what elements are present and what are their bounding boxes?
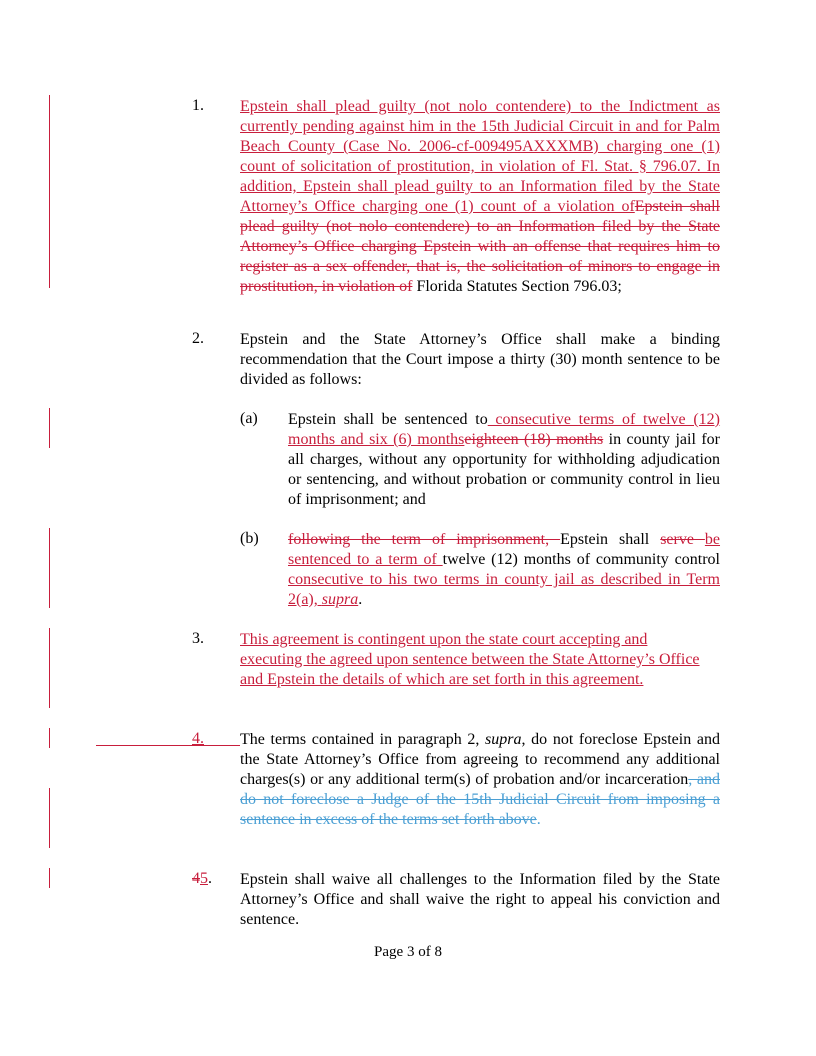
change-bar — [49, 728, 50, 748]
deleted-number: 4 — [192, 870, 200, 887]
plain-text: Epstein shall be sentenced to — [288, 411, 488, 428]
paragraph-number — [192, 870, 232, 888]
paragraph-text: Epstein and the State Attorney’s Office shall make a binding recommendation that the Court impose a thirty (30) month sentence to be divided as follows: — [240, 331, 720, 388]
change-bar — [49, 628, 50, 708]
deleted-text: following the term of imprisonment, — [288, 531, 561, 548]
paragraph-number — [192, 730, 232, 748]
plain-text: Epstein shall — [560, 531, 661, 548]
plain-text: in county jail for all charges, without any opportunity for withholding adjudication or sentencing, and without probation or community control in lieu of imprisonment; and — [288, 431, 720, 508]
inserted-number: 4. — [192, 730, 204, 747]
change-bar — [49, 528, 50, 608]
number-dot: . — [208, 870, 212, 887]
inserted-text: consecutive terms of twelve (12) months and six (6) months — [288, 411, 721, 448]
paragraph-text: Epstein shall waive all challenges to the Information filed by the State Attorney’s Office and shall waive the right to appeal his conviction and sentence. — [240, 871, 720, 928]
moved-deleted-text: , and do not foreclose a Judge of the 15th Judicial Circuit from imposing a sentence in excess of the terms set forth above — [240, 771, 720, 828]
moved-inserted-text: . — [536, 811, 541, 828]
change-bar — [49, 868, 50, 888]
inserted-number: 5 — [200, 870, 208, 887]
plain-text: The terms contained in paragraph 2, — [240, 731, 486, 748]
paragraph-text — [240, 630, 700, 690]
paragraph-number: 1. — [192, 97, 204, 114]
inserted-text: consecutive to his two terms in county jail as described in Term 2(a), — [288, 571, 720, 608]
plain-text: . — [358, 591, 363, 608]
deleted-text: serve — [660, 531, 705, 548]
inserted-italic-text: supra — [321, 591, 359, 608]
paragraph-text — [240, 730, 720, 830]
subparagraph-label: (b) — [240, 530, 259, 547]
plain-text: , do not foreclose Epstein and the State Attorney’s Office from agreeing to recommend any additional charges(s) or any additional term(s) of probation and/or incarceration — [240, 731, 720, 788]
plain-text: twelve (12) months of community control — [442, 551, 720, 568]
paragraph-number: 3. — [192, 630, 204, 647]
subparagraph-text — [288, 410, 720, 510]
deleted-text: Epstein shall plead guilty (not nolo contendere) to an Information filed by the State Attorney’s Office charging Epstein with an offense that requires him to register as a sex offender, that is, the solicitation of minors to engage in prostitution, in violation of — [240, 198, 720, 295]
plain-text: Florida Statutes Section 796.03; — [412, 278, 622, 295]
paragraph-text — [240, 97, 720, 297]
subparagraph-text — [288, 530, 720, 610]
deleted-text: eighteen (18) months — [464, 431, 604, 448]
change-bar — [49, 95, 50, 288]
page-footer: Page 3 of 8 — [374, 944, 442, 960]
paragraph-number: 2. — [192, 330, 204, 347]
inserted-text: Epstein shall plead guilty (not nolo contendere) to the Indictment as currently pending against him in the 15th Judicial Circuit in and for Palm Beach County (Case No. 2006-cf-009495AXXXMB) charging one (1) count of solicitation of prostitution, in violation of Fl. Stat. § 796.07. In addition, Epstein shall plead guilty to an Information filed by the State Attorney’s Office charging one (1) count of a violation of — [240, 98, 720, 215]
italic-text: supra — [485, 731, 522, 748]
change-bar — [49, 408, 50, 448]
subparagraph-label: (a) — [240, 410, 258, 427]
inserted-text: This agreement is contingent upon the state court accepting and executing the agreed upon sentence between the State Attorney’s Office and Epstein the details of which are set forth in this agreement. — [240, 631, 700, 688]
change-bar — [49, 788, 50, 848]
inserted-text: be sentenced to a term of — [288, 531, 721, 568]
